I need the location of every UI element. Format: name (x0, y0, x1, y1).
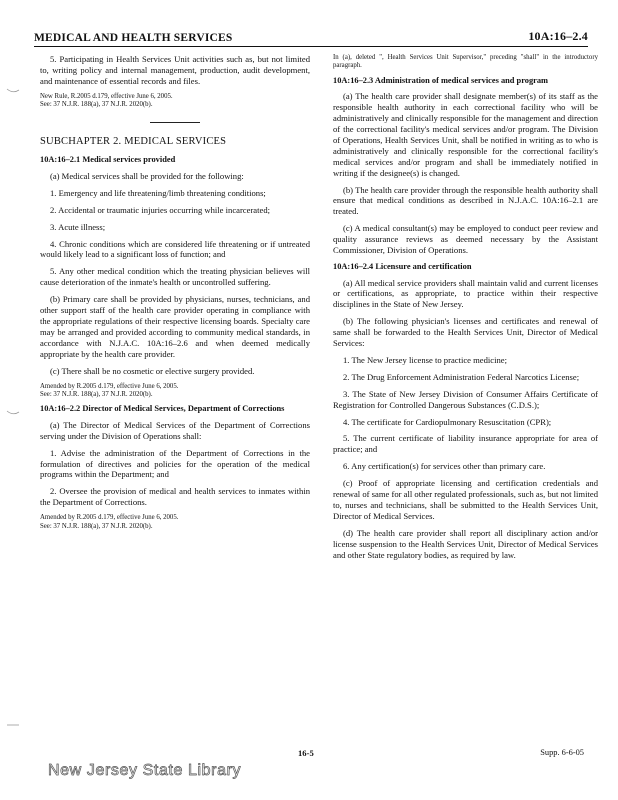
amendment-note (40, 93, 310, 110)
amendment-note: In (a), deleted ", Health Services Unit Supervisor," preceding "shall" in the introductory paragraph. (333, 54, 598, 70)
list-item: 5. The current certificate of liability insurance appropriate for area of practice; and (333, 433, 598, 455)
page-number: 16-5 (298, 748, 314, 758)
amendment-note-line: Amended by R.2005 d.179, effective June 6, 2005. (40, 514, 179, 522)
subchapter-heading: SUBCHAPTER 2. MEDICAL SERVICES (40, 135, 227, 147)
list-item: 2. Oversee the provision of medical and health services to inmates within the Department of Corrections. (40, 486, 310, 508)
list-item: 2. The Drug Enforcement Administration Federal Narcotics License; (343, 371, 580, 382)
list-item: 3. Acute illness; (50, 221, 106, 232)
list-item: 6. Any certification(s) for services other than primary care. (343, 461, 546, 472)
header-section-number: 10A:16–2.4 (528, 29, 588, 43)
section-heading: 10A:16–2.2 Director of Medical Services, Department of Corrections (40, 404, 285, 414)
list-item: 1. Advise the administration of the Department of Corrections in the formulation of directives and policies for the operation of the medical programs within the Department; and (40, 447, 310, 480)
supplement-date: Supp. 6-6-05 (540, 748, 584, 757)
amendment-note-line: Amended by R.2005 d.179, effective June 6, 2005. (40, 382, 179, 390)
paragraph: (a) The Director of Medical Services of the Department of Corrections serving under the Division of Operations shall: (40, 419, 310, 441)
amendment-note-line: New Rule, R.2005 d.179, effective June 6, 2005. (40, 92, 173, 100)
paragraph: (b) The following physician's licenses and certificates and renewal of same shall be forwarded to the Health Services Unit, Director of Medical Services: (333, 316, 598, 349)
paragraph: (a) All medical service providers shall maintain valid and current licenses or certifications, as appropriate, to practice within their respective disciplines in the State of New Jersey. (333, 277, 598, 310)
paragraph: (b) The health care provider through the responsible health authority shall ensure that medical conditions as described in N.J.A.C. 10A:16–2.1 are treated. (333, 184, 598, 217)
list-item: 2. Accidental or traumatic injuries occurring while incarcerated; (50, 204, 271, 215)
section-heading: 10A:16–2.4 Licensure and certification (333, 262, 472, 271)
section-heading: 10A:16–2.1 Medical services provided (40, 155, 176, 165)
amendment-note (40, 383, 310, 400)
amendment-note-line: See: 37 N.J.R. 188(a), 37 N.J.R. 2020(b). (40, 522, 153, 530)
margin-mark-icon (6, 722, 20, 728)
left-column (40, 54, 310, 536)
paragraph: (d) The health care provider shall report all disciplinary action and/or license suspension to the Health Services Unit, Director of Medical Services and other State regulatory bodies, as required by law. (333, 527, 598, 560)
margin-mark-icon (6, 88, 20, 94)
list-item: 1. Emergency and life threatening/limb threatening conditions; (50, 187, 266, 198)
paragraph: (c) A medical consultant(s) may be employed to conduct peer review and quality assurance reviews as deemed necessary by the Assistant Commissioner, Division of Operations. (333, 223, 598, 256)
header-title: MEDICAL AND HEALTH SERVICES (34, 32, 233, 44)
right-column (333, 54, 598, 567)
section-heading: 10A:16–2.3 Administration of medical services and program (333, 75, 549, 85)
paragraph: (c) There shall be no cosmetic or elective surgery provided. (50, 365, 255, 376)
list-item: 5. Any other medical condition which the treating physician believes will cause deterioration of the inmate's health or uncontrolled suffering. (40, 266, 310, 288)
list-item: 4. Chronic conditions which are considered life threatening or if untreated would likely lead to a significant loss of function; and (40, 238, 310, 260)
paragraph: (a) Medical services shall be provided for the following: (50, 170, 244, 181)
list-item: 3. The State of New Jersey Division of Consumer Affairs Certificate of Registration for Controlled Dangerous Substances (C.D.S.); (333, 388, 598, 410)
margin-mark-icon (6, 410, 20, 416)
amendment-note-line: See: 37 N.J.R. 188(a), 37 N.J.R. 2020(b). (40, 101, 153, 109)
library-stamp: New Jersey State Library (48, 762, 242, 779)
paragraph: (c) Proof of appropriate licensing and certification credentials and renewal of same for all other regulated professionals, such as, but not limited to, nurses and technicians, shall be submitted to the Health Services Unit, Director of Medical Services. (333, 478, 598, 521)
paragraph-5: 5. Participating in Health Services Unit activities such as, but not limited to, writing policy and internal management, production, audit development, and maintenance of essential records and files. (40, 54, 310, 86)
list-item: 4. The certificate for Cardiopulmonary Resuscitation (CPR); (343, 416, 552, 427)
paragraph: (b) Primary care shall be provided by physicians, nurses, technicians, and other support staff of the health care provider operating in compliance with the appropriate regulations of their respective licensing boards. Specialty care may be arranged and provided according to community medical standards, in accordance with N.J.A.C. 10A:16–2.6 and when deemed medically appropriate by the health care provider. (40, 294, 310, 359)
amendment-note-line: See: 37 N.J.R. 188(a), 37 N.J.R. 2020(b). (40, 390, 153, 398)
paragraph: (a) The health care provider shall designate member(s) of its staff as the responsible health authority in each correctional facility who will be administratively and clinically responsible for the management and direction of the correctional facility's medical services and/or program. The Division of Operations, Health Services Unit, shall be notified in writing as to who is administratively and clinically responsible for the correctional facility's medical services and/or program and shall be immediately notified in writing if the designee(s) is changed. (333, 91, 598, 178)
running-header (34, 30, 588, 47)
section-divider (150, 122, 200, 123)
list-item: 1. The New Jersey license to practice medicine; (343, 354, 508, 365)
amendment-note (40, 514, 310, 531)
